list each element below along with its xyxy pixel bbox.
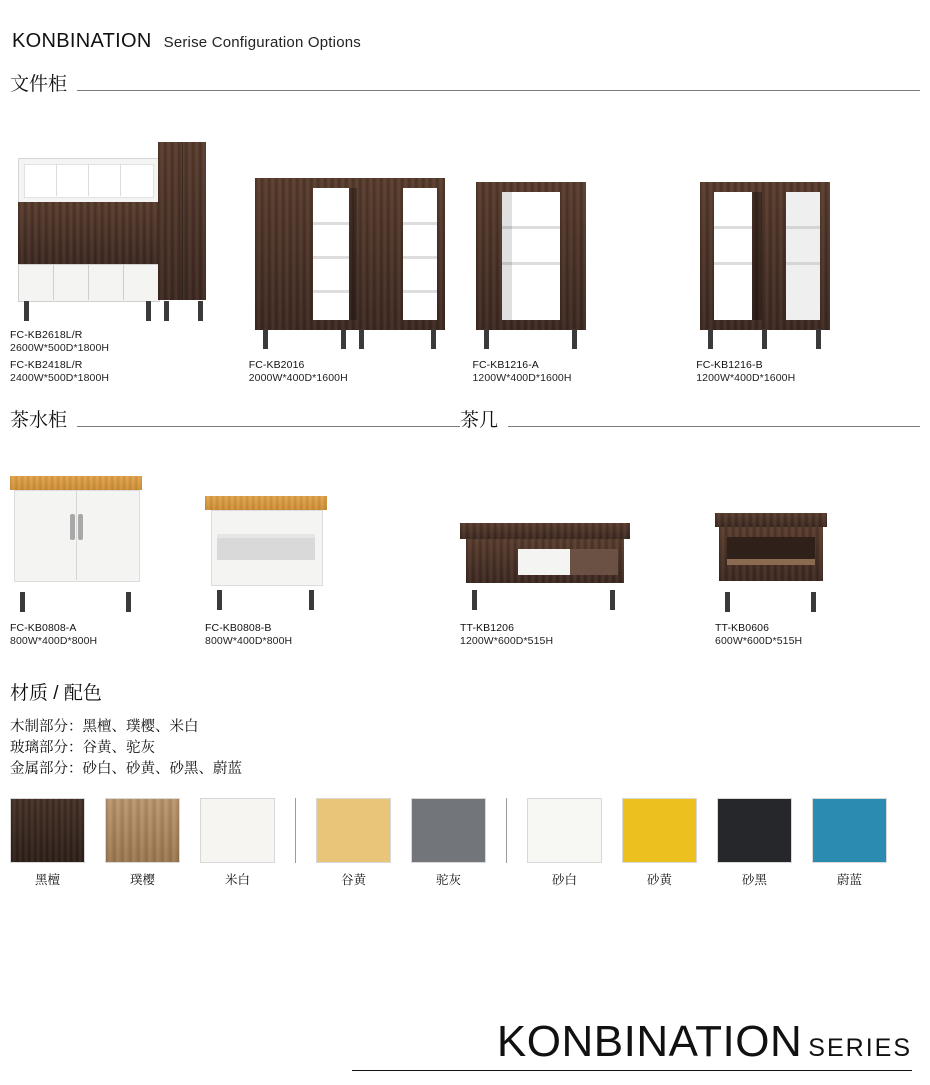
product-caption xyxy=(472,359,696,385)
swatch-group-glass xyxy=(316,798,506,888)
swatch-color-chip xyxy=(10,798,85,863)
swatch-tuohui xyxy=(411,798,486,888)
product-code: TT-KB0606 xyxy=(715,621,770,634)
swatch-color-chip xyxy=(316,798,391,863)
product-caption xyxy=(10,329,249,385)
footer-rule xyxy=(352,1070,912,1071)
section-rule xyxy=(77,426,460,427)
swatch-divider xyxy=(295,798,296,863)
materials-description xyxy=(10,717,920,780)
swatch-shabai xyxy=(527,798,602,888)
swatch-color-chip xyxy=(200,798,275,863)
materials-line-glass: 玻璃部分：谷黄、驼灰 xyxy=(10,739,155,756)
tea-cabinet-row xyxy=(10,458,460,648)
product-fc-kb2016 xyxy=(249,150,473,385)
product-caption xyxy=(205,622,405,648)
product-dimensions: 1200W*400D*1600H xyxy=(472,371,572,384)
product-dimensions: 800W*400D*800H xyxy=(10,634,98,647)
section-tea-tables xyxy=(460,411,920,648)
footer-logo xyxy=(352,1017,912,1071)
mid-sections xyxy=(10,411,920,648)
product-dimensions-alt: 2400W*500D*1800H xyxy=(10,371,110,384)
swatch-row xyxy=(10,798,920,888)
swatch-heitan xyxy=(10,798,85,888)
swatch-label: 璞樱 xyxy=(129,872,155,887)
swatch-color-chip xyxy=(622,798,697,863)
product-illustration xyxy=(10,120,249,305)
product-dimensions: 2000W*400D*1600H xyxy=(248,371,348,384)
product-dimensions: 600W*600D*515H xyxy=(715,634,803,647)
product-code: FC-KB0808-A xyxy=(10,621,77,634)
swatch-group-metal xyxy=(527,798,907,888)
footer-title: KONBINATION xyxy=(496,1017,803,1066)
section-rule xyxy=(508,426,920,427)
section-tea-cabinets xyxy=(10,411,460,648)
swatch-shahei xyxy=(717,798,792,888)
swatch-mibai xyxy=(200,798,275,888)
swatch-shahuang xyxy=(622,798,697,888)
swatch-label: 砂白 xyxy=(551,872,577,887)
swatch-group-wood xyxy=(10,798,295,888)
product-code: FC-KB1216-B xyxy=(696,358,763,371)
product-tt-kb1206 xyxy=(460,458,715,648)
swatch-label: 砂黑 xyxy=(741,872,767,887)
swatch-weilan xyxy=(812,798,887,888)
product-caption xyxy=(249,359,473,385)
swatch-color-chip xyxy=(105,798,180,863)
swatch-label: 米白 xyxy=(224,872,250,887)
product-caption xyxy=(10,622,205,648)
swatch-label: 蔚蓝 xyxy=(836,872,862,887)
section-filing-cabinets xyxy=(10,75,920,96)
swatch-guhuang xyxy=(316,798,391,888)
swatch-puying xyxy=(105,798,180,888)
product-code: FC-KB2016 xyxy=(248,358,305,371)
product-fc-kb1216-a xyxy=(472,150,696,385)
section-rule xyxy=(77,90,920,91)
footer-subtitle: SERIES xyxy=(808,1034,912,1062)
swatch-color-chip xyxy=(812,798,887,863)
product-dimensions: 2600W*500D*1800H xyxy=(10,341,110,354)
section-title-tea-table: 茶几 xyxy=(460,409,499,431)
swatch-label: 谷黄 xyxy=(340,872,366,887)
section-title-tea-cabinet: 茶水柜 xyxy=(10,409,68,431)
section-title-materials: 材质 / 配色 xyxy=(10,682,102,704)
product-fc-kb0808-b xyxy=(205,458,405,648)
product-caption xyxy=(696,359,920,385)
swatch-label: 驼灰 xyxy=(435,872,461,887)
product-dimensions: 1200W*600D*515H xyxy=(460,634,554,647)
product-fc-kb2618 xyxy=(10,120,249,385)
swatch-color-chip xyxy=(527,798,602,863)
product-code: FC-KB1216-A xyxy=(472,358,539,371)
product-fc-kb0808-a xyxy=(10,458,205,648)
product-illustration xyxy=(696,150,920,335)
product-dimensions: 800W*400D*800H xyxy=(205,634,293,647)
product-code: FC-KB2618L/R xyxy=(10,328,83,341)
materials-line-wood: 木制部分：黑檀、璞樱、米白 xyxy=(10,718,199,735)
product-illustration xyxy=(249,150,473,335)
swatch-color-chip xyxy=(717,798,792,863)
product-dimensions: 1200W*400D*1600H xyxy=(696,371,796,384)
product-tt-kb0606 xyxy=(715,458,915,648)
swatch-divider xyxy=(506,798,507,863)
product-code: FC-KB0808-B xyxy=(205,621,272,634)
brand-title: KONBINATION xyxy=(12,30,152,52)
swatch-label: 黑檀 xyxy=(34,872,60,887)
product-code-alt: FC-KB2418L/R xyxy=(10,358,83,371)
section-title-filing: 文件柜 xyxy=(10,74,68,95)
product-code: TT-KB1206 xyxy=(460,621,515,634)
page-header xyxy=(10,0,920,53)
product-illustration xyxy=(472,150,696,335)
swatch-label: 砂黄 xyxy=(646,872,672,887)
filing-product-row xyxy=(10,120,920,385)
product-caption xyxy=(460,622,715,648)
materials-line-metal: 金属部分：砂白、砂黄、砂黑、蔚蓝 xyxy=(10,760,242,777)
product-caption xyxy=(715,622,915,648)
product-fc-kb1216-b xyxy=(696,150,920,385)
page-subtitle: Serise Configuration Options xyxy=(163,34,361,51)
swatch-color-chip xyxy=(411,798,486,863)
tea-table-row xyxy=(460,458,920,648)
